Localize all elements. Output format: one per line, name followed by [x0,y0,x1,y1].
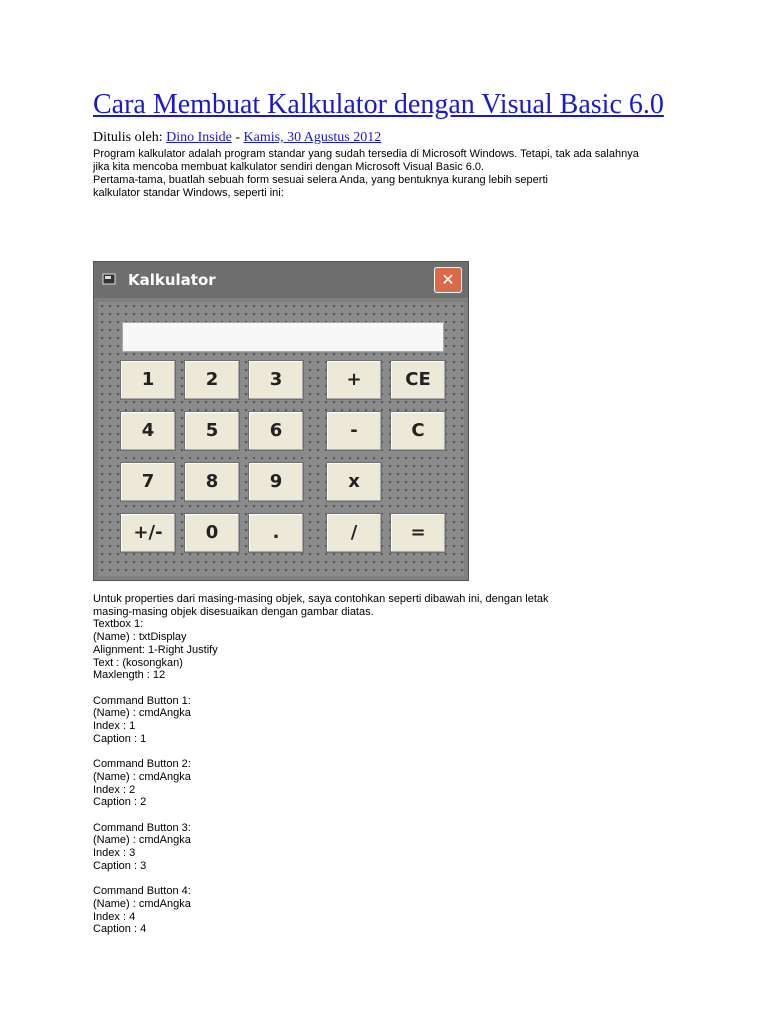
key-ce: CE [390,360,446,400]
text-line: Index : 1 [93,720,136,733]
text-line: Command Button 1: [93,694,191,707]
key-5: 5 [184,411,240,451]
calculator-display [122,322,444,352]
text-line: Index : 4 [93,910,136,923]
calculator-window-screenshot [93,261,469,581]
key-1: 1 [120,360,176,400]
vb-form-icon [102,272,118,286]
close-icon: ✕ [434,267,462,293]
text-line: masing-masing objek disesuaikan dengan gambar diatas. [93,605,374,618]
text-line: Untuk properties dari masing-masing objek, saya contohkan seperti dibawah ini, dengan letak [93,593,549,605]
key-plus-minus: +/- [120,513,176,553]
text-line: (Name) : cmdAngka [93,707,191,720]
calculator-titlebar [94,262,468,298]
key-2: 2 [184,360,240,400]
text-line: Command Button 2: [93,758,191,771]
key-8: 8 [184,462,240,502]
text-line: Caption : 4 [93,923,147,936]
text-line: Index : 2 [93,783,136,796]
key-3: 3 [248,360,304,400]
text-line: Text : (kosongkan) [93,656,183,669]
author-link[interactable]: Dino Inside [166,130,232,145]
intro-line: Program kalkulator adalah program standar yang sudah tersedia di Microsoft Windows. Tetapi, tak ada salahnya [93,148,639,160]
key-4: 4 [120,411,176,451]
text-line: Caption : 3 [93,859,147,872]
text-line: Caption : 1 [93,732,147,745]
key-minus: - [326,411,382,451]
intro-line: kalkulator standar Windows, seperti ini: [93,187,284,199]
spacer [93,745,653,758]
intro-line: Pertama-tama, buatlah sebuah form sesuai selera Anda, yang bentuknya kurang lebih seperti [93,174,548,186]
key-divide: / [326,513,382,553]
text-line: (Name) : cmdAngka [93,770,191,783]
byline-prefix: Ditulis oleh: [93,130,167,145]
text-line: Command Button 4: [93,885,191,898]
key-9: 9 [248,462,304,502]
text-line: Textbox 1: [93,618,144,631]
text-line: (Name) : txtDisplay [93,631,187,644]
properties-section [93,593,653,936]
key-7: 7 [120,462,176,502]
key-6: 6 [248,411,304,451]
text-line: Alignment: 1-Right Justify [93,643,218,656]
text-line: Index : 3 [93,847,136,860]
intro-paragraph [93,148,693,200]
article [93,88,693,200]
key-0: 0 [184,513,240,553]
key-decimal: . [248,513,304,553]
key-c: C [390,411,446,451]
text-line: (Name) : cmdAngka [93,897,191,910]
spacer [93,872,653,885]
key-multiply: x [326,462,382,502]
spacer [93,682,653,695]
key-equals: = [390,513,446,553]
text-line: (Name) : cmdAngka [93,834,191,847]
text-line: Maxlength : 12 [93,669,166,682]
byline-separator: - [231,130,244,145]
calculator-form [98,302,464,576]
text-line: Command Button 3: [93,821,191,834]
article-title[interactable]: Cara Membuat Kalkulator dengan Visual Basic 6.0 [93,89,664,120]
spacer [93,809,653,822]
key-plus: + [326,360,382,400]
intro-line: jika kita mencoba membuat kalkulator sendiri dengan Microsoft Visual Basic 6.0. [93,161,485,173]
date-link[interactable]: Kamis, 30 Agustus 2012 [243,130,382,145]
byline [93,130,693,146]
text-line: Caption : 2 [93,796,147,809]
calculator-title: Kalkulator [128,271,216,289]
